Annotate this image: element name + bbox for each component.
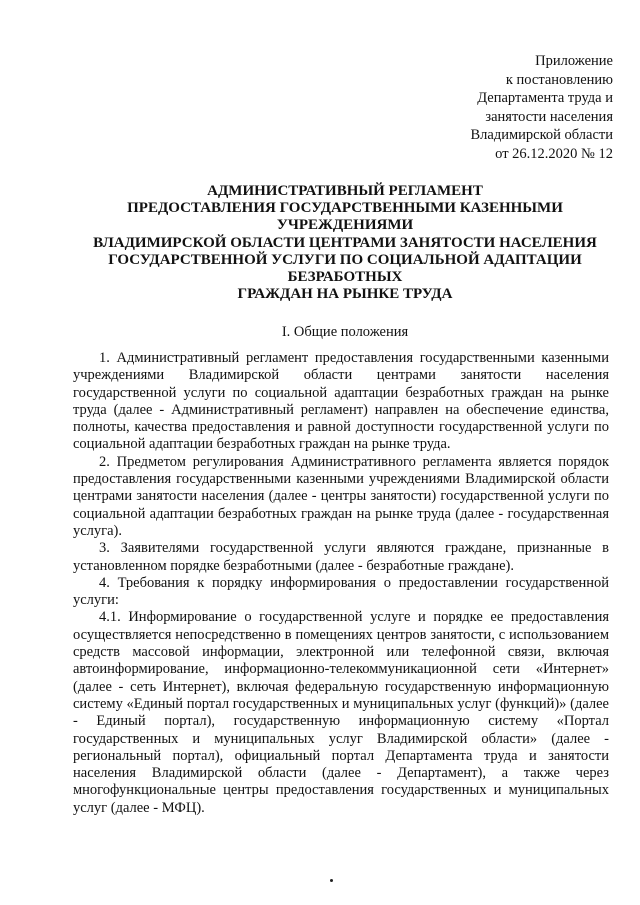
document-body	[73, 350, 609, 817]
appendix-line: Приложение	[535, 53, 613, 69]
section-heading: I. Общие положения	[281, 324, 409, 340]
scan-dot	[330, 879, 333, 882]
title-line: АДМИНИСТРАТИВНЫЙ РЕГЛАМЕНТ	[207, 183, 483, 199]
title-line: ПРЕДОСТАВЛЕНИЯ ГОСУДАРСТВЕННЫМИ КАЗЕННЫМИ	[127, 200, 563, 217]
appendix-block	[470, 52, 613, 163]
document-title	[60, 183, 630, 303]
paragraph: 2. Предметом регулирования Административного регламента является порядок предоставления государственными казенными учреждениями Владимирской области центрами занятости населения (далее - центры занятости) государственной услуги по социальной адаптации безработных граждан на рынке труда (далее - государственная услуга).	[73, 453, 609, 539]
appendix-line: Владимирской области	[470, 127, 613, 143]
paragraph: 1. Административный регламент предоставления государственными казенными учреждениями Владимирской области центрами занятости населения государственной услуги по социальной адаптации безработных граждан на рынке труда (далее - Административный регламент) направлен на обеспечение единства, полноты, качества предоставления и равной доступности государственной услуги по социальной адаптации безработных граждан на рынке труда.	[73, 350, 609, 453]
appendix-line: от 26.12.2020 № 12	[495, 145, 613, 162]
appendix-line: Департамента труда и	[477, 90, 613, 106]
title-line: БЕЗРАБОТНЫХ	[287, 269, 403, 286]
paragraph: 4. Требования к порядку информирования о предоставлении государственной услуги:	[73, 574, 609, 609]
paragraph: 3. Заявителями государственной услуги являются граждане, признанные в установленном порядке безработными (далее - безработные граждане).	[73, 540, 609, 574]
appendix-line: к постановлению	[505, 71, 613, 88]
paragraph: 4.1. Информирование о государственной услуге и порядке ее предоставления осуществляется непосредственно в помещениях центров занятости, с использованием средств массовой информации, электронной или телефонной связи, включая автоинформирование, информационно-телекоммуникационной сети «Интернет» (далее - сеть Интернет), включая федеральную государственную информационную систему «Единый портал государственных и муниципальных услуг (функций)» (далее - Единый портал), государственную информационную систему «Портал государственных и муниципальных услуг Владимирской области» (далее - региональный портал), официальный портал Департамента труда и занятости населения Владимирской области (далее - Департамент), а также через многофункциональные центры предоставления государственных и муниципальных услуг (далее - МФЦ).	[73, 609, 609, 816]
title-line: ГРАЖДАН НА РЫНКЕ ТРУДА	[237, 286, 453, 303]
title-line: ВЛАДИМИРСКОЙ ОБЛАСТИ ЦЕНТРАМИ ЗАНЯТОСТИ НАСЕЛЕНИЯ	[93, 234, 597, 251]
appendix-line: занятости населения	[485, 108, 613, 125]
title-line: УЧРЕЖДЕНИЯМИ	[276, 217, 414, 234]
title-line: ГОСУДАРСТВЕННОЙ УСЛУГИ ПО СОЦИАЛЬНОЙ АДАПТАЦИИ	[108, 251, 582, 268]
